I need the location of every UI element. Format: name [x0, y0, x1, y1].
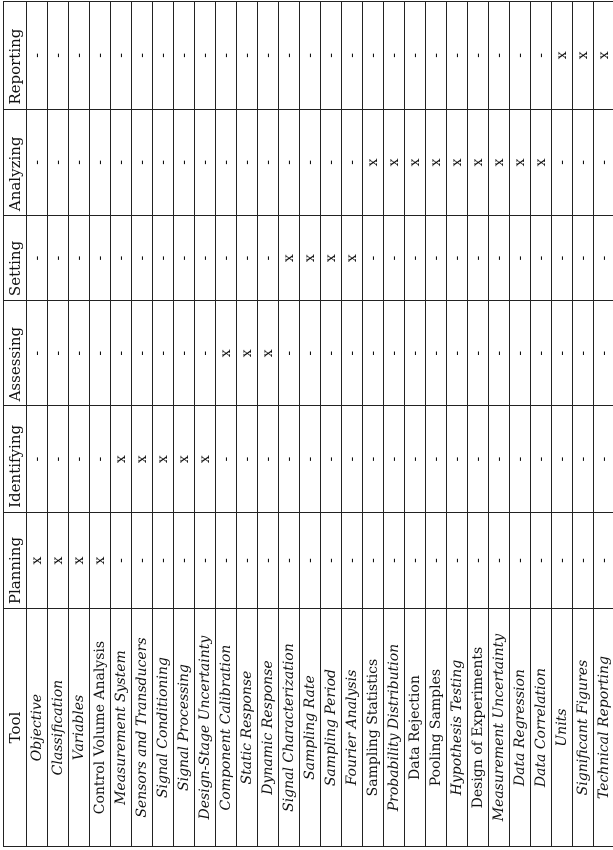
stage-mark-cell: - — [27, 109, 48, 215]
stage-mark-cell: - — [237, 109, 258, 215]
stage-mark-cell: - — [510, 512, 531, 608]
stage-mark-cell: - — [153, 109, 174, 215]
table-row — [195, 2, 216, 847]
table-row — [69, 2, 90, 847]
stage-mark-cell: - — [216, 216, 237, 301]
stage-mark-cell: - — [594, 216, 613, 301]
stage-mark-cell: - — [447, 301, 468, 406]
stage-mark-cell: - — [468, 2, 489, 110]
stage-mark-cell: - — [321, 512, 342, 608]
tool-name-cell: Objective — [27, 609, 48, 847]
tool-name-cell: Signal Characterization — [279, 609, 300, 847]
stage-mark-cell: - — [111, 216, 132, 301]
stage-mark-cell: - — [69, 406, 90, 512]
stage-mark-cell: - — [510, 406, 531, 512]
stage-mark-cell: - — [258, 109, 279, 215]
stage-mark-cell: - — [468, 406, 489, 512]
tool-name-cell: Data Regression — [510, 609, 531, 847]
stage-mark-cell: - — [405, 216, 426, 301]
stage-mark-cell: - — [195, 301, 216, 406]
table-row — [447, 2, 468, 847]
stage-mark-cell: - — [321, 406, 342, 512]
stage-mark-cell: - — [468, 216, 489, 301]
stage-mark-cell: x — [594, 2, 613, 110]
stage-mark-cell: x — [27, 512, 48, 608]
stage-mark-cell: - — [594, 512, 613, 608]
stage-mark-cell: - — [363, 301, 384, 406]
stage-mark-cell: - — [342, 512, 363, 608]
stage-mark-cell: x — [237, 301, 258, 406]
stage-mark-cell: x — [111, 406, 132, 512]
tool-name-cell: Variables — [69, 609, 90, 847]
header-setting: Setting — [4, 216, 27, 301]
header-planning: Planning — [4, 512, 27, 608]
stage-mark-cell: - — [174, 109, 195, 215]
stage-mark-cell: - — [447, 216, 468, 301]
stage-mark-cell: - — [237, 512, 258, 608]
table-row — [216, 2, 237, 847]
stage-mark-cell: - — [174, 216, 195, 301]
stage-mark-cell: x — [195, 406, 216, 512]
stage-mark-cell: - — [447, 406, 468, 512]
tool-name-cell: Data Correlation — [531, 609, 552, 847]
stage-mark-cell: - — [510, 2, 531, 110]
stage-mark-cell: - — [48, 406, 69, 512]
stage-mark-cell: x — [447, 109, 468, 215]
stage-mark-cell: - — [237, 406, 258, 512]
tool-name-cell: Signal Conditioning — [153, 609, 174, 847]
tool-name-cell: Sampling Statistics — [363, 609, 384, 847]
table-row — [384, 2, 405, 847]
tool-name-cell: Classification — [48, 609, 69, 847]
table-row — [552, 2, 573, 847]
stage-mark-cell: x — [426, 109, 447, 215]
stage-mark-cell: - — [384, 406, 405, 512]
table-body — [27, 2, 613, 847]
stage-mark-cell: - — [468, 512, 489, 608]
stage-mark-cell: x — [363, 109, 384, 215]
stage-mark-cell: - — [90, 2, 111, 110]
table-row — [510, 2, 531, 847]
tool-name-cell: Hypothesis Testing — [447, 609, 468, 847]
stage-mark-cell: - — [552, 109, 573, 215]
stage-mark-cell: - — [552, 216, 573, 301]
stage-mark-cell: - — [552, 512, 573, 608]
stage-mark-cell: - — [594, 406, 613, 512]
stage-mark-cell: - — [27, 216, 48, 301]
tool-name-cell: Control Volume Analysis — [90, 609, 111, 847]
stage-mark-cell: - — [27, 406, 48, 512]
stage-mark-cell: x — [531, 109, 552, 215]
stage-mark-cell: - — [405, 512, 426, 608]
tool-stage-table — [3, 1, 613, 847]
stage-mark-cell: x — [258, 301, 279, 406]
tool-name-cell: Units — [552, 609, 573, 847]
stage-mark-cell: - — [132, 2, 153, 110]
tool-name-cell: Data Rejection — [405, 609, 426, 847]
stage-mark-cell: - — [426, 512, 447, 608]
tool-name-cell: Sampling Rate — [300, 609, 321, 847]
stage-mark-cell: - — [48, 2, 69, 110]
table-row — [153, 2, 174, 847]
stage-mark-cell: - — [573, 512, 594, 608]
stage-mark-cell: - — [594, 301, 613, 406]
stage-mark-cell: x — [90, 512, 111, 608]
table-row — [48, 2, 69, 847]
stage-mark-cell: - — [48, 109, 69, 215]
stage-mark-cell: - — [111, 2, 132, 110]
header-tool: Tool — [4, 609, 27, 847]
header-identifying: Identifying — [4, 406, 27, 512]
stage-mark-cell: - — [153, 2, 174, 110]
stage-mark-cell: x — [468, 109, 489, 215]
stage-mark-cell: x — [69, 512, 90, 608]
stage-mark-cell: - — [531, 216, 552, 301]
stage-mark-cell: x — [552, 2, 573, 110]
tool-name-cell: Significant Figures — [573, 609, 594, 847]
stage-mark-cell: - — [552, 301, 573, 406]
stage-mark-cell: x — [405, 109, 426, 215]
stage-mark-cell: - — [321, 301, 342, 406]
stage-mark-cell: - — [426, 301, 447, 406]
stage-mark-cell: - — [132, 512, 153, 608]
stage-mark-cell: - — [90, 301, 111, 406]
stage-mark-cell: - — [342, 109, 363, 215]
stage-mark-cell: - — [195, 2, 216, 110]
table-row — [237, 2, 258, 847]
stage-mark-cell: - — [342, 301, 363, 406]
stage-mark-cell: - — [510, 301, 531, 406]
stage-mark-cell: x — [489, 109, 510, 215]
tool-name-cell: Design of Experiments — [468, 609, 489, 847]
stage-mark-cell: - — [468, 301, 489, 406]
stage-mark-cell: x — [300, 216, 321, 301]
stage-mark-cell: x — [510, 109, 531, 215]
table-row — [342, 2, 363, 847]
tool-name-cell: Fourier Analysis — [342, 609, 363, 847]
stage-mark-cell: - — [531, 512, 552, 608]
stage-mark-cell: - — [279, 512, 300, 608]
stage-mark-cell: - — [216, 512, 237, 608]
stage-mark-cell: - — [384, 2, 405, 110]
stage-mark-cell: - — [426, 406, 447, 512]
stage-mark-cell: x — [216, 301, 237, 406]
stage-mark-cell: - — [90, 216, 111, 301]
table-row — [90, 2, 111, 847]
stage-mark-cell: x — [573, 2, 594, 110]
stage-mark-cell: - — [27, 301, 48, 406]
stage-mark-cell: - — [426, 2, 447, 110]
table-row — [174, 2, 195, 847]
tool-name-cell: Sensors and Transducers — [132, 609, 153, 847]
header-assessing: Assessing — [4, 301, 27, 406]
stage-mark-cell: - — [363, 216, 384, 301]
table-row — [321, 2, 342, 847]
stage-mark-cell: - — [573, 216, 594, 301]
stage-mark-cell: - — [384, 216, 405, 301]
stage-mark-cell: - — [384, 512, 405, 608]
stage-mark-cell: - — [216, 2, 237, 110]
stage-mark-cell: - — [237, 216, 258, 301]
stage-mark-cell: - — [195, 109, 216, 215]
table-row — [468, 2, 489, 847]
stage-mark-cell: - — [342, 406, 363, 512]
stage-mark-cell: - — [489, 216, 510, 301]
stage-mark-cell: - — [153, 301, 174, 406]
stage-mark-cell: - — [300, 406, 321, 512]
table-row — [405, 2, 426, 847]
stage-mark-cell: - — [300, 109, 321, 215]
stage-mark-cell: x — [153, 406, 174, 512]
stage-mark-cell: - — [405, 406, 426, 512]
stage-mark-cell: - — [573, 109, 594, 215]
stage-mark-cell: - — [258, 406, 279, 512]
stage-mark-cell: - — [552, 406, 573, 512]
stage-mark-cell: - — [342, 2, 363, 110]
stage-mark-cell: - — [279, 2, 300, 110]
stage-mark-cell: - — [573, 301, 594, 406]
stage-mark-cell: - — [321, 109, 342, 215]
stage-mark-cell: - — [174, 512, 195, 608]
stage-mark-cell: - — [489, 301, 510, 406]
stage-mark-cell: - — [384, 301, 405, 406]
stage-mark-cell: - — [363, 2, 384, 110]
stage-mark-cell: - — [489, 512, 510, 608]
stage-mark-cell: - — [489, 2, 510, 110]
stage-mark-cell: - — [258, 216, 279, 301]
stage-mark-cell: - — [69, 301, 90, 406]
stage-mark-cell: - — [111, 301, 132, 406]
stage-mark-cell: - — [69, 216, 90, 301]
stage-mark-cell: x — [321, 216, 342, 301]
stage-mark-cell: x — [132, 406, 153, 512]
header-analyzing: Analyzing — [4, 109, 27, 215]
table-row — [573, 2, 594, 847]
stage-mark-cell: - — [48, 216, 69, 301]
stage-mark-cell: - — [48, 301, 69, 406]
stage-mark-cell: - — [300, 301, 321, 406]
stage-mark-cell: - — [90, 406, 111, 512]
table-row — [531, 2, 552, 847]
stage-mark-cell: - — [279, 109, 300, 215]
table-row — [27, 2, 48, 847]
stage-mark-cell: x — [384, 109, 405, 215]
stage-mark-cell: - — [363, 406, 384, 512]
stage-mark-cell: - — [111, 512, 132, 608]
tool-name-cell: Probability Distribution — [384, 609, 405, 847]
stage-mark-cell: - — [594, 109, 613, 215]
stage-mark-cell: - — [405, 301, 426, 406]
tool-name-cell: Static Response — [237, 609, 258, 847]
table-row — [279, 2, 300, 847]
stage-mark-cell: x — [279, 216, 300, 301]
stage-mark-cell: - — [447, 2, 468, 110]
stage-mark-cell: - — [132, 109, 153, 215]
stage-mark-cell: x — [174, 406, 195, 512]
table-row — [489, 2, 510, 847]
stage-mark-cell: - — [426, 216, 447, 301]
stage-mark-cell: - — [447, 512, 468, 608]
tool-name-cell: Pooling Samples — [426, 609, 447, 847]
stage-mark-cell: - — [132, 216, 153, 301]
header-row — [4, 2, 27, 847]
stage-mark-cell: - — [69, 2, 90, 110]
tool-name-cell: Measurement Uncertainty — [489, 609, 510, 847]
table-row — [111, 2, 132, 847]
stage-mark-cell: - — [237, 2, 258, 110]
stage-mark-cell: - — [279, 406, 300, 512]
stage-mark-cell: - — [195, 512, 216, 608]
stage-mark-cell: - — [279, 301, 300, 406]
tool-name-cell: Design-Stage Uncertainty — [195, 609, 216, 847]
stage-mark-cell: - — [531, 2, 552, 110]
stage-mark-cell: - — [321, 2, 342, 110]
stage-mark-cell: x — [342, 216, 363, 301]
stage-mark-cell: - — [489, 406, 510, 512]
tool-name-cell: Measurement System — [111, 609, 132, 847]
header-reporting: Reporting — [4, 2, 27, 110]
stage-mark-cell: - — [27, 2, 48, 110]
stage-mark-cell: - — [153, 216, 174, 301]
stage-mark-cell: - — [195, 216, 216, 301]
stage-mark-cell: - — [216, 406, 237, 512]
stage-mark-cell: - — [300, 512, 321, 608]
stage-mark-cell: - — [153, 512, 174, 608]
stage-mark-cell: - — [174, 301, 195, 406]
stage-mark-cell: - — [510, 216, 531, 301]
table-row — [594, 2, 613, 847]
tool-name-cell: Technical Reporting — [594, 609, 613, 847]
stage-mark-cell: - — [300, 2, 321, 110]
stage-mark-cell: - — [573, 406, 594, 512]
stage-mark-cell: - — [258, 512, 279, 608]
table-row — [132, 2, 153, 847]
table-row — [363, 2, 384, 847]
tool-name-cell: Signal Processing — [174, 609, 195, 847]
stage-mark-cell: - — [174, 2, 195, 110]
stage-mark-cell: - — [531, 406, 552, 512]
table-row — [300, 2, 321, 847]
tool-name-cell: Sampling Period — [321, 609, 342, 847]
stage-mark-cell: - — [258, 2, 279, 110]
tool-name-cell: Dynamic Response — [258, 609, 279, 847]
stage-mark-cell: - — [405, 2, 426, 110]
stage-mark-cell: x — [48, 512, 69, 608]
tool-name-cell: Component Calibration — [216, 609, 237, 847]
stage-mark-cell: - — [132, 301, 153, 406]
stage-mark-cell: - — [90, 109, 111, 215]
stage-mark-cell: - — [363, 512, 384, 608]
stage-mark-cell: - — [111, 109, 132, 215]
stage-mark-cell: - — [531, 301, 552, 406]
stage-mark-cell: - — [69, 109, 90, 215]
stage-mark-cell: - — [216, 109, 237, 215]
table-row — [258, 2, 279, 847]
table-row — [426, 2, 447, 847]
